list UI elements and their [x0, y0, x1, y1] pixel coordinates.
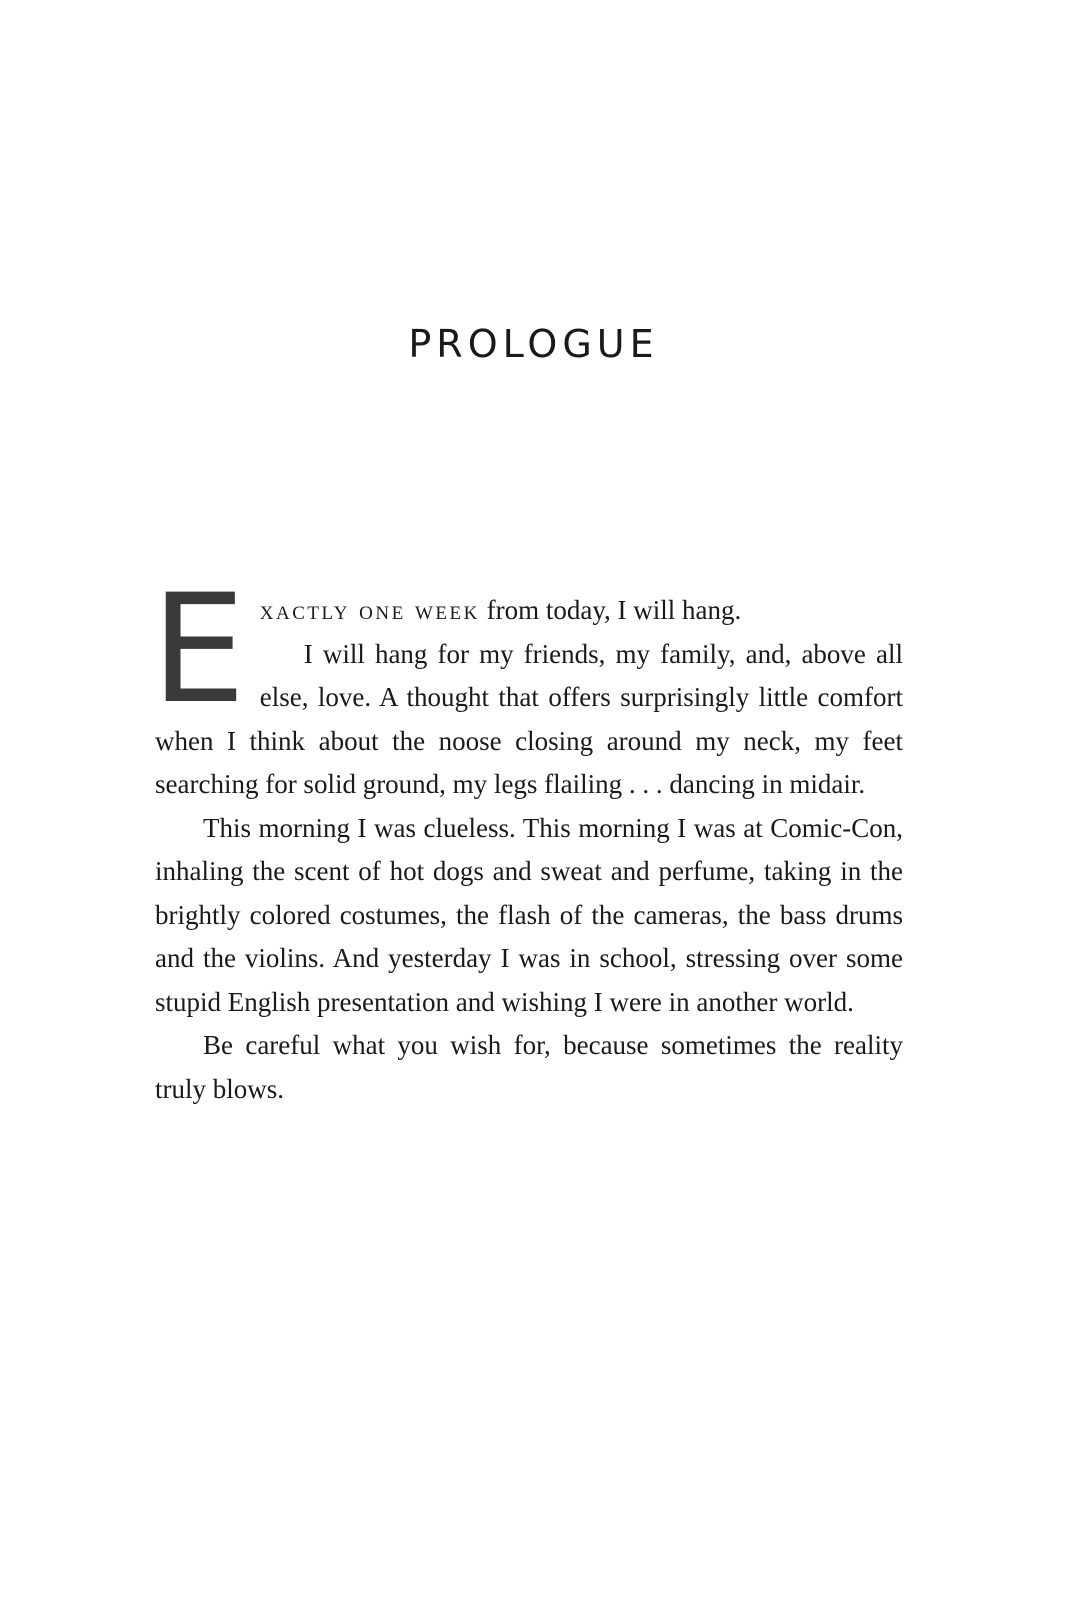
opening-small-caps: xactly one week: [259, 595, 480, 625]
opening-paragraph: [151, 563, 903, 807]
chapter-body: [151, 563, 903, 1111]
opening-line-rest: from today, I will hang.: [479, 595, 742, 625]
body-paragraph: Be careful what you wish for, because sometimes the reality truly blows.: [155, 1030, 903, 1104]
drop-cap: E: [151, 563, 246, 737]
opening-continuation: I will hang for my friends, my family, and, above all else, love. A thought that offers surprisingly little comfort when I think about the noose closing around my neck, my feet searching for solid ground, my legs flailing . . . dancing in midair.: [155, 638, 903, 799]
body-paragraph: This morning I was clueless. This morning I was at Comic-Con, inhaling the scent of hot dogs and sweat and perfume, taking in the brightly colored costumes, the flash of the cameras, the bass drums and the violins. And yesterday I was in school, stressing over some stupid English presentation and wishing I were in another world.: [155, 812, 903, 1017]
chapter-title: PROLOGUE: [408, 322, 659, 366]
